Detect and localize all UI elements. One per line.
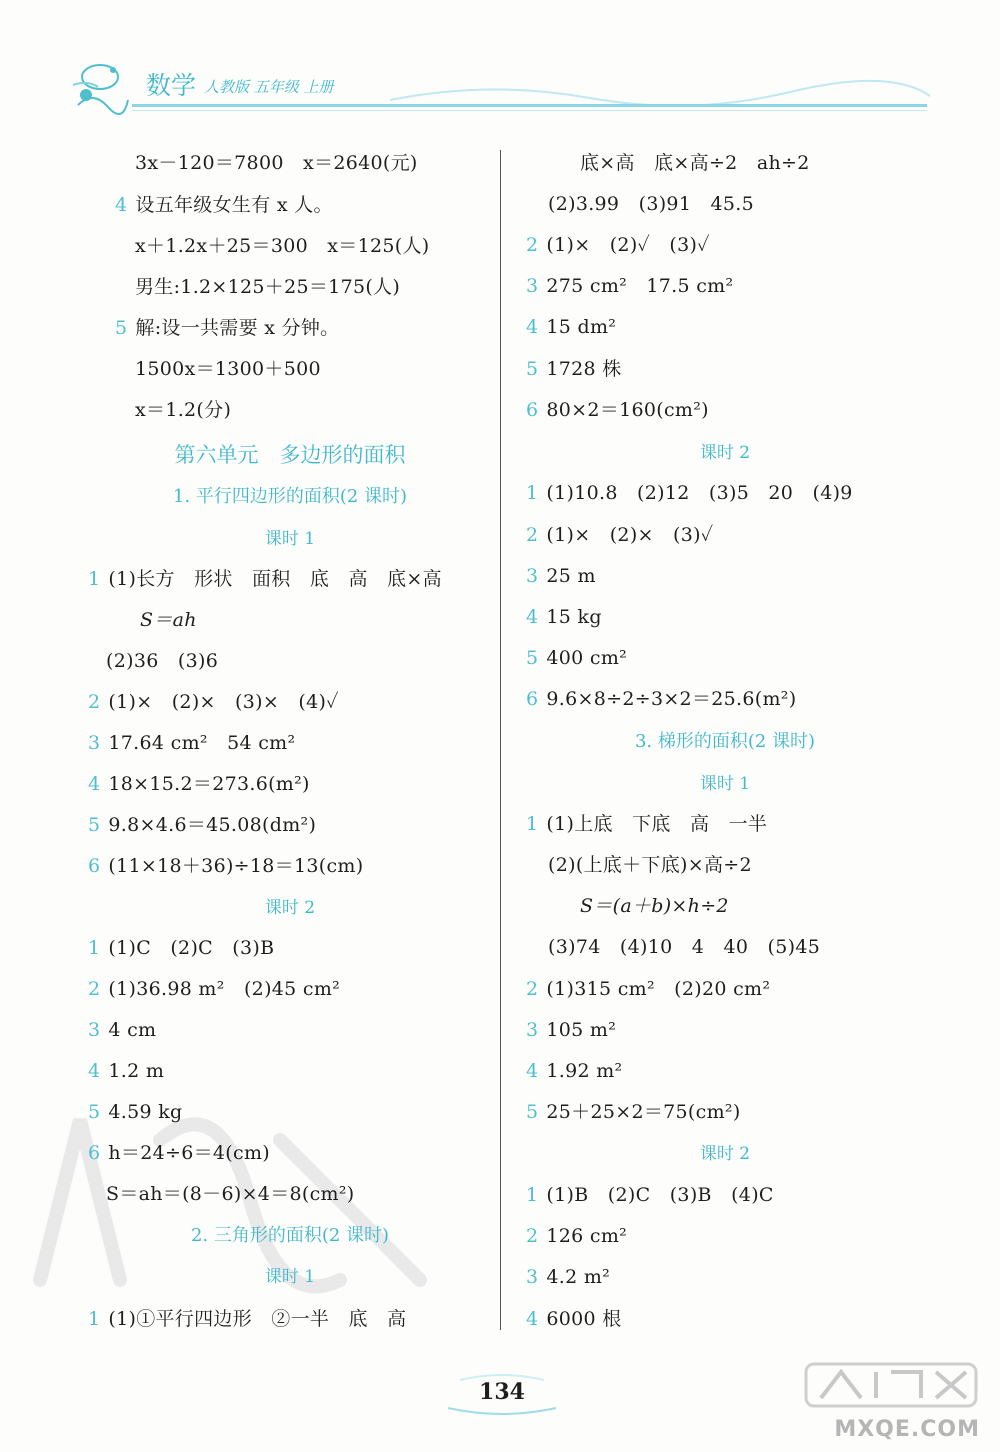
fairy-logo-icon xyxy=(68,55,138,120)
answer-item: 3 105 m² xyxy=(526,1019,617,1041)
answer-item: 1 (1)长方 形状 面积 底 高 底×高 xyxy=(88,568,442,590)
answer-item: 2 (1)315 cm² (2)20 cm² xyxy=(526,978,771,1000)
answer-item: 5 25＋25×2＝75(cm²) xyxy=(526,1101,741,1123)
answer-item: 2 126 cm² xyxy=(526,1225,628,1247)
lesson-label: 课时 2 xyxy=(264,898,316,918)
answer-line: (3)74 (4)10 4 40 (5)45 xyxy=(548,936,821,958)
lesson-label: 课时 1 xyxy=(264,1267,316,1287)
answer-line: 1500x＝1300＋500 xyxy=(135,358,321,380)
answer-line: x＋1.2x＋25＝300 x＝125(人) xyxy=(135,235,430,257)
answer-line: 男生:1.2×125＋25＝175(人) xyxy=(135,276,401,298)
answer-item: 4 6000 根 xyxy=(526,1308,622,1330)
lesson-label: 课时 1 xyxy=(699,774,751,794)
header-rule-thin xyxy=(132,110,927,111)
section-title: 2. 三角形的面积(2 课时) xyxy=(190,1225,390,1246)
answer-line: (2)3.99 (3)91 45.5 xyxy=(548,193,755,215)
formula: S＝ah xyxy=(140,609,197,631)
answer-item: 1 (1)C (2)C (3)B xyxy=(88,937,275,959)
answer-item: 4 1.92 m² xyxy=(526,1060,623,1082)
answer-item: 1 (1)10.8 (2)12 (3)5 20 (4)9 xyxy=(526,482,853,504)
unit-title: 第六单元 多边形的面积 xyxy=(174,443,406,467)
answer-item: 2 (1)× (2)× (3)✓ xyxy=(526,524,714,546)
answer-item: 4 15 dm² xyxy=(526,316,617,338)
answer-line: S＝ah＝(8－6)×4＝8(cm²) xyxy=(106,1183,355,1205)
header-rule xyxy=(132,104,927,107)
column-divider xyxy=(500,150,501,1330)
answer-item: 6 80×2＝160(cm²) xyxy=(526,399,709,421)
header-title: 数学 xyxy=(146,71,197,100)
answer-item: 4 1.2 m xyxy=(88,1060,165,1082)
answer-line: x＝1.2(分) xyxy=(135,399,232,421)
answer-item: 5 9.8×4.6＝45.08(dm²) xyxy=(88,814,317,836)
answer-item: 5 解:设一共需要 x 分钟。 xyxy=(115,317,340,339)
answer-item: 2 (1)× (2)✓ (3)✓ xyxy=(526,234,710,256)
lesson-label: 课时 1 xyxy=(264,529,316,549)
answer-item: 3 17.64 cm² 54 cm² xyxy=(88,732,296,754)
header-subtitle: 人教版 五年级 上册 xyxy=(204,78,334,96)
answer-item: 2 (1)36.98 m² (2)45 cm² xyxy=(88,978,341,1000)
answer-item: 6 9.6×8÷2÷3×2＝25.6(m²) xyxy=(526,688,797,710)
watermark-text: MXQE.COM xyxy=(834,1417,980,1442)
answer-line: (2)(上底＋下底)×高÷2 xyxy=(548,854,752,876)
section-title: 1. 平行四边形的面积(2 课时) xyxy=(172,486,408,507)
lesson-label: 课时 2 xyxy=(699,1144,751,1164)
answer-item: 5 1728 株 xyxy=(526,358,622,380)
answer-item: 4 18×15.2＝273.6(m²) xyxy=(88,773,310,795)
answer-item: 4 15 kg xyxy=(526,606,602,628)
answer-item: 1 (1)①平行四边形 ②一半 底 高 xyxy=(88,1308,407,1330)
answer-line: (2)36 (3)6 xyxy=(106,650,219,672)
answer-item: 3 275 cm² 17.5 cm² xyxy=(526,275,734,297)
answer-item: 5 400 cm² xyxy=(526,647,628,669)
answer-item: 1 (1)B (2)C (3)B (4)C xyxy=(526,1184,774,1206)
answer-item: 3 25 m xyxy=(526,565,596,587)
answer-item: 1 (1)上底 下底 高 一半 xyxy=(526,813,768,835)
page-number: 134 xyxy=(479,1379,525,1405)
answer-item: 6 (11×18＋36)÷18＝13(cm) xyxy=(88,855,364,877)
formula: S＝(a＋b)×h÷2 xyxy=(580,895,729,917)
answer-item: 5 4.59 kg xyxy=(88,1101,183,1123)
answer-line: 底×高 底×高÷2 ah÷2 xyxy=(580,152,810,174)
answer-item: 4 设五年级女生有 x 人。 xyxy=(115,194,333,216)
answer-item: 6 h＝24÷6＝4(cm) xyxy=(88,1142,270,1164)
lesson-label: 课时 2 xyxy=(699,443,751,463)
section-title: 3. 梯形的面积(2 课时) xyxy=(634,731,816,752)
page-header xyxy=(0,0,1000,140)
answer-item: 3 4.2 m² xyxy=(526,1266,611,1288)
answer-item: 3 4 cm xyxy=(88,1019,157,1041)
answer-line: 3x－120＝7800 x＝2640(元) xyxy=(135,152,418,174)
answer-item: 2 (1)× (2)× (3)× (4)✓ xyxy=(88,691,339,713)
